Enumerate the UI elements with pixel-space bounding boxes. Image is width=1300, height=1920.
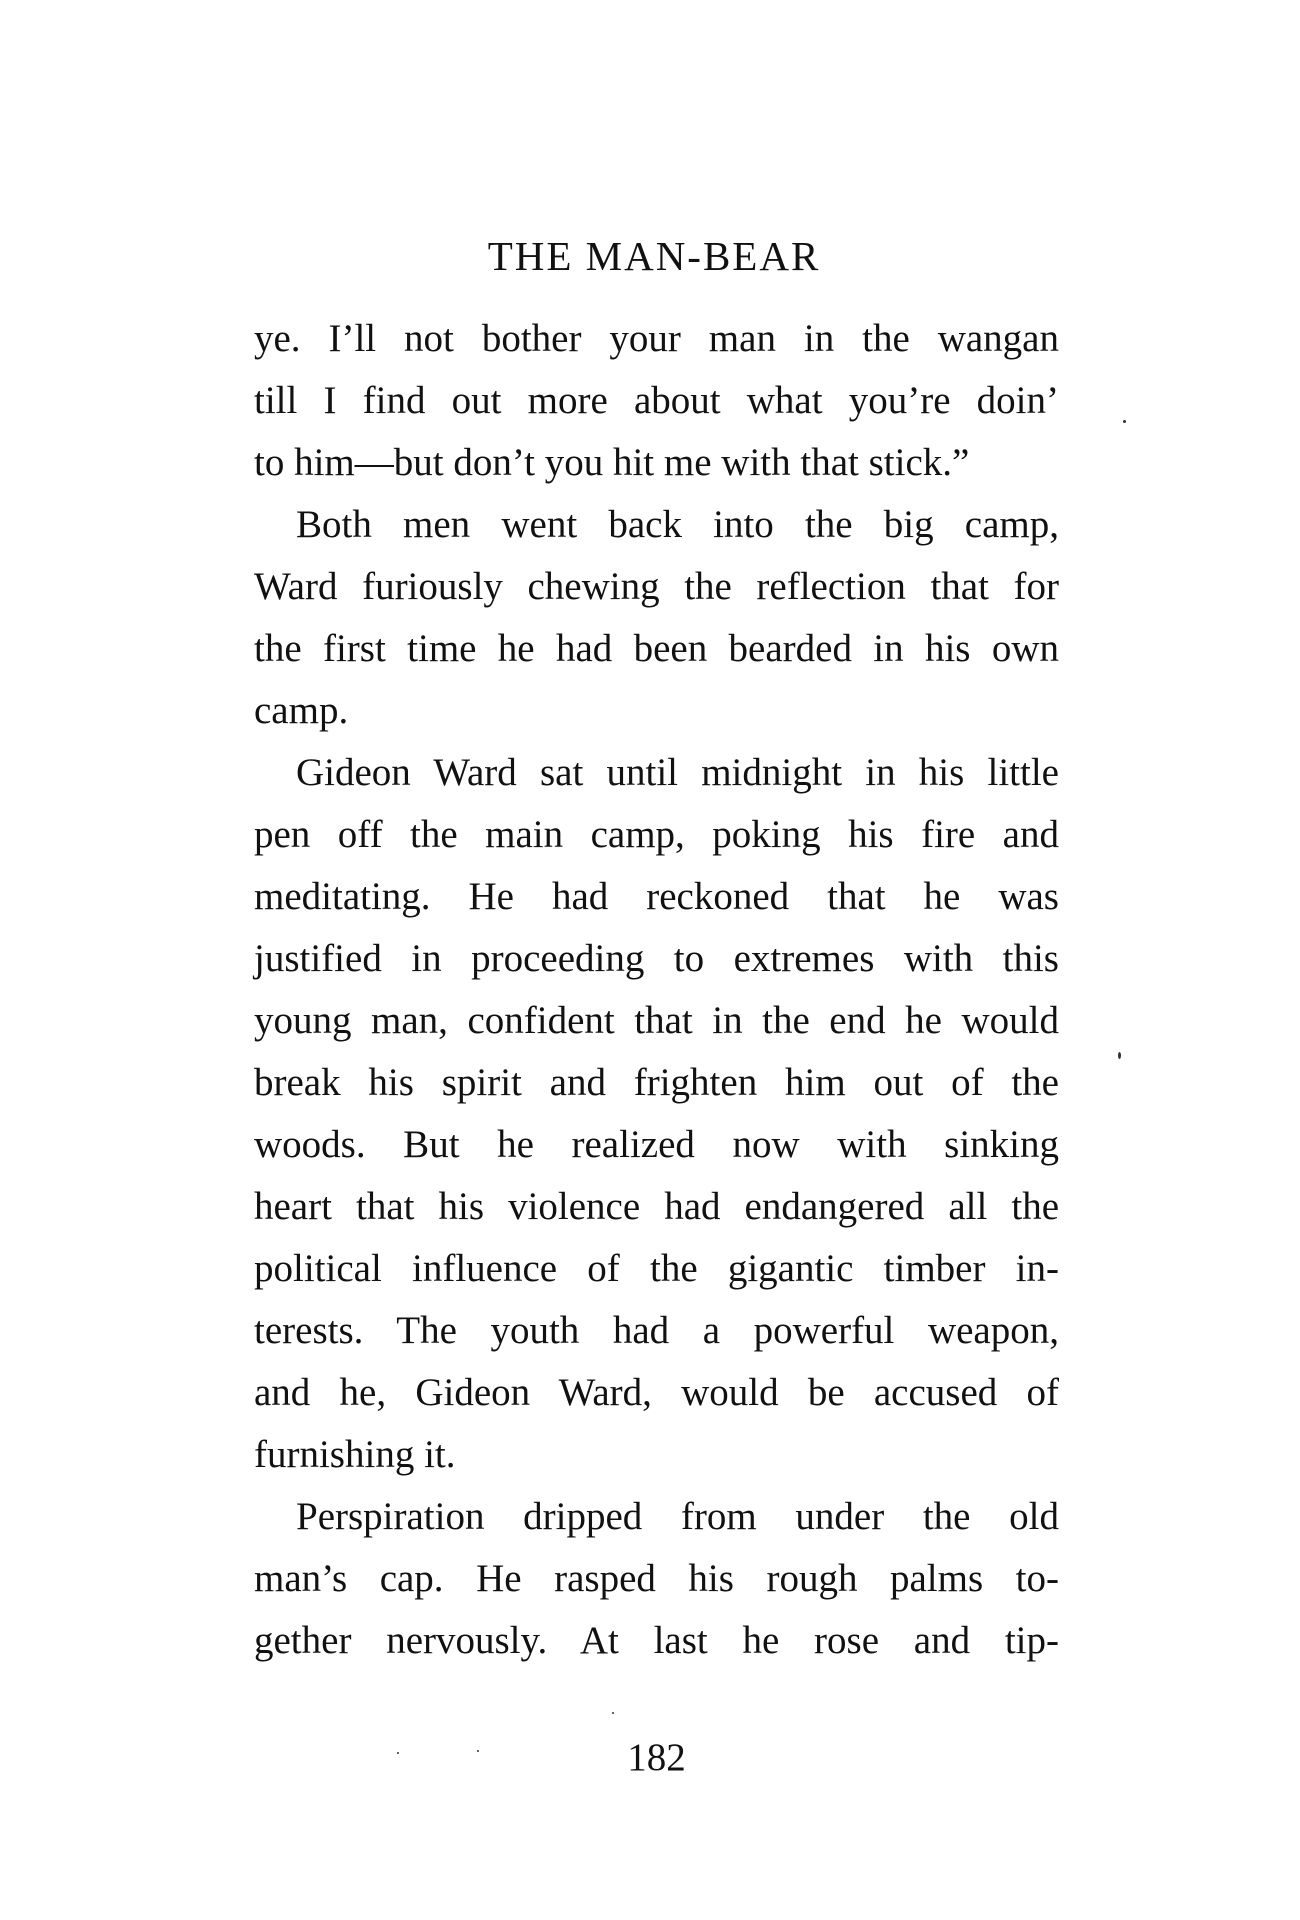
text-line: ye. I’ll not bother your man in the wangan [254,317,1059,360]
text-line: the first time he had been bearded in his own [254,627,1059,670]
text-line: political influence of the gigantic timber in- [254,1247,1059,1290]
text-line: furnishing it. [254,1433,456,1476]
text-line: Perspiration dripped from under the old [296,1495,1059,1538]
text-line: justified in proceeding to extremes with this [254,937,1059,980]
body-text [254,308,1059,1672]
text-line: camp. [254,689,349,732]
text-line: pen off the main camp, poking his fire and [254,813,1059,856]
text-line: terests. The youth had a powerful weapon, [254,1309,1059,1352]
text-line: meditating. He had reckoned that he was [254,875,1059,918]
text-line: break his spirit and frighten him out of the [254,1061,1059,1104]
text-line: heart that his violence had endangered all the [254,1185,1059,1228]
text-line: Ward furiously chewing the reflection that for [254,565,1059,608]
text-line: man’s cap. He rasped his rough palms to- [254,1557,1059,1600]
text-line: young man, confident that in the end he would [254,999,1059,1042]
text-line: Gideon Ward sat until midnight in his little [296,751,1059,794]
text-line: woods. But he realized now with sinking [254,1123,1059,1166]
page-number: 182 [627,1736,686,1779]
text-line: Both men went back into the big camp, [296,503,1059,546]
running-head: THE MAN-BEAR [487,233,821,279]
scan-speck [612,1712,614,1714]
text-line: to him—but don’t you hit me with that stick.” [254,441,970,484]
scan-speck [1118,1052,1121,1059]
text-line: till I find out more about what you’re doin’ [254,379,1059,422]
scan-speck [1123,420,1126,423]
scan-speck [397,1752,399,1754]
text-line: gether nervously. At last he rose and tip- [254,1619,1059,1662]
scan-speck [477,1750,479,1752]
text-line: and he, Gideon Ward, would be accused of [254,1371,1059,1414]
